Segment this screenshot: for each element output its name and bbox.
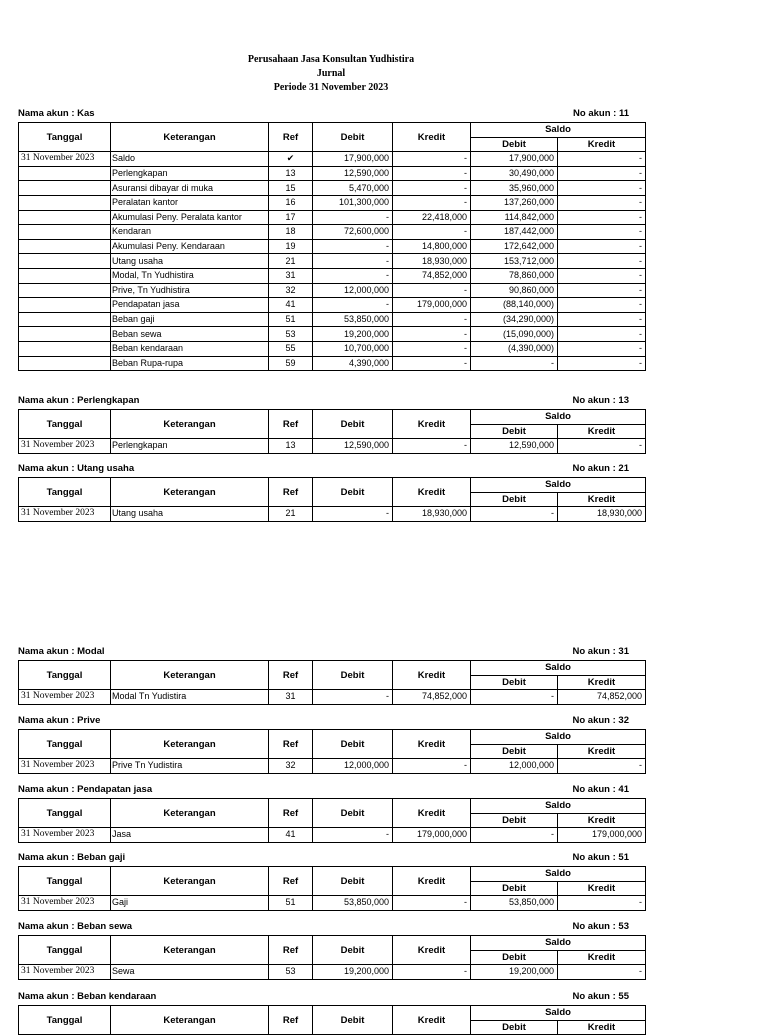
account-header: [18, 784, 645, 797]
account-number: No akun : 21: [572, 463, 629, 474]
cell-date: [19, 327, 111, 342]
account-name: Nama akun : Perlengkapan: [18, 395, 140, 406]
table-row: [19, 341, 646, 356]
ledger-account: [18, 463, 645, 522]
cell-date: [19, 210, 111, 225]
cell-kredit: -: [393, 439, 471, 454]
ledger-account: [18, 784, 645, 843]
col-header-saldo: Saldo: [471, 799, 646, 814]
account-number: No akun : 55: [572, 991, 629, 1002]
ledger-table: [18, 1005, 646, 1035]
cell-debit: 10,700,000: [313, 341, 393, 356]
cell-kredit: 179,000,000: [393, 298, 471, 313]
account-header: [18, 715, 645, 728]
cell-sd: 12,590,000: [471, 439, 558, 454]
cell-ket: Saldo: [111, 152, 269, 167]
col-header-keterangan: Keterangan: [111, 123, 269, 152]
col-header-tanggal: Tanggal: [19, 1006, 111, 1035]
cell-sk: 179,000,000: [558, 828, 646, 843]
cell-ref: 31: [269, 268, 313, 283]
cell-sd: 35,960,000: [471, 181, 558, 196]
cell-sk: -: [558, 268, 646, 283]
cell-date: [19, 254, 111, 269]
table-row: [19, 210, 646, 225]
account-header: [18, 108, 645, 121]
cell-date: [19, 356, 111, 371]
cell-date: [19, 166, 111, 181]
cell-kredit: -: [393, 181, 471, 196]
cell-ket: Modal Tn Yudistira: [111, 690, 269, 705]
document-type: Jurnal: [316, 68, 346, 79]
cell-date: [19, 268, 111, 283]
report-period: Periode 31 November 2023: [273, 82, 389, 93]
cell-ket: Beban gaji: [111, 312, 269, 327]
col-header-ref: Ref: [269, 799, 313, 828]
col-header-saldo-debit: Debit: [471, 813, 558, 828]
col-header-saldo-kredit: Kredit: [558, 881, 646, 896]
cell-sd: 153,712,000: [471, 254, 558, 269]
col-header-ref: Ref: [269, 730, 313, 759]
col-header-keterangan: Keterangan: [111, 867, 269, 896]
cell-sd: (34,290,000): [471, 312, 558, 327]
col-header-saldo: Saldo: [471, 410, 646, 425]
cell-sk: -: [558, 298, 646, 313]
account-header: [18, 921, 645, 934]
ledger-account: [18, 715, 645, 774]
cell-sd: 187,442,000: [471, 225, 558, 240]
table-row: [19, 356, 646, 371]
cell-date: 31 November 2023: [19, 439, 111, 454]
table-row: [19, 239, 646, 254]
cell-sk: -: [558, 181, 646, 196]
table-row: [19, 225, 646, 240]
cell-debit: -: [313, 507, 393, 522]
cell-debit: 19,200,000: [313, 327, 393, 342]
cell-kredit: -: [393, 759, 471, 774]
cell-kredit: -: [393, 166, 471, 181]
table-row: [19, 828, 646, 843]
account-number: No akun : 41: [572, 784, 629, 795]
cell-sd: (15,090,000): [471, 327, 558, 342]
cell-kredit: 74,852,000: [393, 268, 471, 283]
cell-sd: 12,000,000: [471, 759, 558, 774]
ledger-table: [18, 122, 646, 371]
cell-date: 31 November 2023: [19, 507, 111, 522]
cell-sd: -: [471, 690, 558, 705]
col-header-debit: Debit: [313, 410, 393, 439]
cell-date: 31 November 2023: [19, 828, 111, 843]
cell-debit: 12,590,000: [313, 166, 393, 181]
col-header-tanggal: Tanggal: [19, 730, 111, 759]
account-name: Nama akun : Beban gaji: [18, 852, 126, 863]
col-header-debit: Debit: [313, 936, 393, 965]
cell-sd: 17,900,000: [471, 152, 558, 167]
table-row: [19, 268, 646, 283]
col-header-saldo-kredit: Kredit: [558, 137, 646, 152]
table-row: [19, 690, 646, 705]
cell-kredit: 18,930,000: [393, 254, 471, 269]
cell-ref: 13: [269, 439, 313, 454]
cell-ref: 21: [269, 507, 313, 522]
cell-sd: 137,260,000: [471, 195, 558, 210]
cell-ref: 32: [269, 283, 313, 298]
cell-sk: -: [558, 341, 646, 356]
col-header-tanggal: Tanggal: [19, 661, 111, 690]
col-header-saldo-kredit: Kredit: [558, 1020, 646, 1035]
cell-ref: 59: [269, 356, 313, 371]
cell-ket: Akumulasi Peny. Peralata kantor: [111, 210, 269, 225]
col-header-saldo-kredit: Kredit: [558, 424, 646, 439]
col-header-saldo-debit: Debit: [471, 492, 558, 507]
account-header: [18, 991, 645, 1004]
table-row: [19, 439, 646, 454]
cell-debit: -: [313, 690, 393, 705]
col-header-debit: Debit: [313, 730, 393, 759]
col-header-kredit: Kredit: [393, 661, 471, 690]
cell-ket: Beban kendaraan: [111, 341, 269, 356]
cell-debit: -: [313, 298, 393, 313]
cell-kredit: 74,852,000: [393, 690, 471, 705]
cell-debit: 53,850,000: [313, 896, 393, 911]
account-number: No akun : 51: [572, 852, 629, 863]
cell-kredit: -: [393, 312, 471, 327]
cell-debit: 5,470,000: [313, 181, 393, 196]
cell-date: 31 November 2023: [19, 896, 111, 911]
col-header-ref: Ref: [269, 936, 313, 965]
cell-debit: 12,000,000: [313, 759, 393, 774]
ledger-account: [18, 395, 645, 454]
cell-ref: 32: [269, 759, 313, 774]
account-name: Nama akun : Pendapatan jasa: [18, 784, 153, 795]
cell-ket: Modal, Tn Yudhistira: [111, 268, 269, 283]
cell-date: 31 November 2023: [19, 759, 111, 774]
col-header-saldo: Saldo: [471, 1006, 646, 1021]
col-header-tanggal: Tanggal: [19, 936, 111, 965]
ledger-table: [18, 935, 646, 980]
col-header-ref: Ref: [269, 1006, 313, 1035]
cell-ref: 41: [269, 828, 313, 843]
col-header-saldo-debit: Debit: [471, 881, 558, 896]
cell-sk: -: [558, 439, 646, 454]
account-header: [18, 646, 645, 659]
col-header-ref: Ref: [269, 867, 313, 896]
cell-sd: 19,200,000: [471, 965, 558, 980]
col-header-debit: Debit: [313, 1006, 393, 1035]
cell-date: [19, 283, 111, 298]
cell-date: [19, 341, 111, 356]
account-name: Nama akun : Modal: [18, 646, 105, 657]
col-header-kredit: Kredit: [393, 867, 471, 896]
cell-kredit: -: [393, 327, 471, 342]
cell-sd: 90,860,000: [471, 283, 558, 298]
cell-sk: -: [558, 195, 646, 210]
ledger-table: [18, 866, 646, 911]
cell-sk: -: [558, 965, 646, 980]
cell-ket: Utang usaha: [111, 254, 269, 269]
col-header-debit: Debit: [313, 661, 393, 690]
cell-ket: Jasa: [111, 828, 269, 843]
cell-date: 31 November 2023: [19, 152, 111, 167]
col-header-tanggal: Tanggal: [19, 410, 111, 439]
col-header-kredit: Kredit: [393, 799, 471, 828]
cell-debit: -: [313, 254, 393, 269]
cell-date: [19, 298, 111, 313]
cell-debit: -: [313, 210, 393, 225]
cell-kredit: 14,800,000: [393, 239, 471, 254]
cell-sd: 53,850,000: [471, 896, 558, 911]
col-header-tanggal: Tanggal: [19, 867, 111, 896]
report-title-block: [0, 53, 662, 95]
ledger-table: [18, 798, 646, 843]
account-name: Nama akun : Kas: [18, 108, 95, 119]
col-header-saldo-kredit: Kredit: [558, 492, 646, 507]
table-row: [19, 759, 646, 774]
cell-sk: -: [558, 356, 646, 371]
cell-sk: 18,930,000: [558, 507, 646, 522]
ledger-account: [18, 921, 645, 980]
cell-date: [19, 195, 111, 210]
col-header-keterangan: Keterangan: [111, 410, 269, 439]
table-row: [19, 298, 646, 313]
cell-ket: Gaji: [111, 896, 269, 911]
cell-sd: 114,842,000: [471, 210, 558, 225]
cell-sk: -: [558, 759, 646, 774]
cell-ref: 16: [269, 195, 313, 210]
ledger-table: [18, 729, 646, 774]
col-header-kredit: Kredit: [393, 730, 471, 759]
col-header-saldo-debit: Debit: [471, 675, 558, 690]
cell-sk: -: [558, 166, 646, 181]
col-header-kredit: Kredit: [393, 410, 471, 439]
col-header-saldo-debit: Debit: [471, 137, 558, 152]
cell-sk: -: [558, 152, 646, 167]
cell-kredit: -: [393, 896, 471, 911]
col-header-tanggal: Tanggal: [19, 123, 111, 152]
cell-ref: 19: [269, 239, 313, 254]
cell-ref: 41: [269, 298, 313, 313]
cell-debit: 72,600,000: [313, 225, 393, 240]
table-row: [19, 195, 646, 210]
table-row: [19, 152, 646, 167]
cell-sd: 172,642,000: [471, 239, 558, 254]
cell-ref: 13: [269, 166, 313, 181]
cell-date: 31 November 2023: [19, 965, 111, 980]
ledger-table: [18, 409, 646, 454]
table-row: [19, 166, 646, 181]
cell-kredit: 22,418,000: [393, 210, 471, 225]
cell-ref: 15: [269, 181, 313, 196]
cell-sd: 78,860,000: [471, 268, 558, 283]
table-row: [19, 254, 646, 269]
col-header-keterangan: Keterangan: [111, 799, 269, 828]
account-number: No akun : 11: [573, 108, 629, 119]
account-name: Nama akun : Prive: [18, 715, 101, 726]
cell-debit: -: [313, 268, 393, 283]
cell-ket: Sewa: [111, 965, 269, 980]
col-header-kredit: Kredit: [393, 123, 471, 152]
cell-ref: 21: [269, 254, 313, 269]
cell-sk: -: [558, 327, 646, 342]
ledger-account: [18, 646, 645, 705]
col-header-saldo: Saldo: [471, 730, 646, 745]
col-header-keterangan: Keterangan: [111, 936, 269, 965]
cell-sk: -: [558, 283, 646, 298]
col-header-ref: Ref: [269, 410, 313, 439]
cell-ket: Akumulasi Peny. Kendaraan: [111, 239, 269, 254]
cell-debit: 4,390,000: [313, 356, 393, 371]
cell-ref: 18: [269, 225, 313, 240]
cell-ref: 55: [269, 341, 313, 356]
account-header: [18, 852, 645, 865]
account-name: Nama akun : Beban kendaraan: [18, 991, 157, 1002]
col-header-tanggal: Tanggal: [19, 478, 111, 507]
cell-ref: 51: [269, 896, 313, 911]
cell-sd: (4,390,000): [471, 341, 558, 356]
cell-ket: Beban sewa: [111, 327, 269, 342]
cell-date: [19, 181, 111, 196]
cell-ket: Prive, Tn Yudhistira: [111, 283, 269, 298]
cell-kredit: -: [393, 152, 471, 167]
cell-ket: Perlengkapan: [111, 439, 269, 454]
cell-ref: 31: [269, 690, 313, 705]
col-header-ref: Ref: [269, 478, 313, 507]
col-header-saldo: Saldo: [471, 867, 646, 882]
col-header-kredit: Kredit: [393, 478, 471, 507]
account-header: [18, 463, 645, 476]
cell-kredit: -: [393, 225, 471, 240]
cell-debit: 101,300,000: [313, 195, 393, 210]
company-name: Perusahaan Jasa Konsultan Yudhistira: [247, 54, 415, 65]
table-row: [19, 181, 646, 196]
table-row: [19, 965, 646, 980]
cell-sk: -: [558, 225, 646, 240]
cell-ket: Kendaran: [111, 225, 269, 240]
cell-sk: -: [558, 896, 646, 911]
col-header-saldo-kredit: Kredit: [558, 813, 646, 828]
cell-ket: Peralatan kantor: [111, 195, 269, 210]
cell-kredit: -: [393, 283, 471, 298]
col-header-saldo-debit: Debit: [471, 950, 558, 965]
col-header-ref: Ref: [269, 123, 313, 152]
account-number: No akun : 31: [572, 646, 629, 657]
cell-debit: 17,900,000: [313, 152, 393, 167]
cell-debit: 19,200,000: [313, 965, 393, 980]
table-row: [19, 896, 646, 911]
col-header-keterangan: Keterangan: [111, 1006, 269, 1035]
cell-ref: 51: [269, 312, 313, 327]
col-header-tanggal: Tanggal: [19, 799, 111, 828]
cell-debit: -: [313, 239, 393, 254]
col-header-debit: Debit: [313, 799, 393, 828]
cell-ref: 53: [269, 327, 313, 342]
cell-sd: -: [471, 507, 558, 522]
col-header-ref: Ref: [269, 661, 313, 690]
cell-date: 31 November 2023: [19, 690, 111, 705]
cell-ket: Asuransi dibayar di muka: [111, 181, 269, 196]
ledger-table: [18, 477, 646, 522]
col-header-saldo-kredit: Kredit: [558, 675, 646, 690]
cell-kredit: -: [393, 341, 471, 356]
cell-sk: -: [558, 210, 646, 225]
cell-ref: ✔: [269, 152, 313, 167]
account-number: No akun : 13: [572, 395, 629, 406]
col-header-debit: Debit: [313, 867, 393, 896]
col-header-keterangan: Keterangan: [111, 478, 269, 507]
col-header-saldo-kredit: Kredit: [558, 950, 646, 965]
ledger-account: [18, 852, 645, 911]
cell-debit: 12,000,000: [313, 283, 393, 298]
account-number: No akun : 32: [572, 715, 629, 726]
col-header-debit: Debit: [313, 123, 393, 152]
cell-date: [19, 225, 111, 240]
ledger-account: [18, 991, 645, 1035]
cell-sk: -: [558, 254, 646, 269]
cell-date: [19, 239, 111, 254]
cell-debit: -: [313, 828, 393, 843]
table-row: [19, 312, 646, 327]
cell-sd: -: [471, 828, 558, 843]
cell-ket: Utang usaha: [111, 507, 269, 522]
col-header-keterangan: Keterangan: [111, 661, 269, 690]
table-row: [19, 507, 646, 522]
col-header-saldo-debit: Debit: [471, 1020, 558, 1035]
cell-sk: -: [558, 312, 646, 327]
cell-kredit: 179,000,000: [393, 828, 471, 843]
col-header-saldo: Saldo: [471, 936, 646, 951]
col-header-saldo-debit: Debit: [471, 744, 558, 759]
cell-sk: 74,852,000: [558, 690, 646, 705]
col-header-keterangan: Keterangan: [111, 730, 269, 759]
cell-debit: 53,850,000: [313, 312, 393, 327]
cell-ref: 53: [269, 965, 313, 980]
cell-sk: -: [558, 239, 646, 254]
cell-kredit: -: [393, 195, 471, 210]
account-name: Nama akun : Utang usaha: [18, 463, 135, 474]
col-header-saldo-debit: Debit: [471, 424, 558, 439]
cell-sd: -: [471, 356, 558, 371]
table-row: [19, 283, 646, 298]
account-header: [18, 395, 645, 408]
table-row: [19, 327, 646, 342]
account-name: Nama akun : Beban sewa: [18, 921, 133, 932]
cell-ket: Beban Rupa-rupa: [111, 356, 269, 371]
col-header-debit: Debit: [313, 478, 393, 507]
col-header-kredit: Kredit: [393, 936, 471, 965]
cell-sd: (88,140,000): [471, 298, 558, 313]
col-header-saldo: Saldo: [471, 661, 646, 676]
cell-ket: Pendapatan jasa: [111, 298, 269, 313]
cell-kredit: 18,930,000: [393, 507, 471, 522]
cell-ref: 17: [269, 210, 313, 225]
account-number: No akun : 53: [572, 921, 629, 932]
cell-kredit: -: [393, 965, 471, 980]
cell-date: [19, 312, 111, 327]
ledger-table: [18, 660, 646, 705]
cell-ket: Prive Tn Yudistira: [111, 759, 269, 774]
cell-debit: 12,590,000: [313, 439, 393, 454]
col-header-kredit: Kredit: [393, 1006, 471, 1035]
cell-kredit: -: [393, 356, 471, 371]
ledger-account: [18, 108, 645, 371]
col-header-saldo: Saldo: [471, 123, 646, 138]
col-header-saldo-kredit: Kredit: [558, 744, 646, 759]
cell-sd: 30,490,000: [471, 166, 558, 181]
cell-ket: Perlengkapan: [111, 166, 269, 181]
col-header-saldo: Saldo: [471, 478, 646, 493]
